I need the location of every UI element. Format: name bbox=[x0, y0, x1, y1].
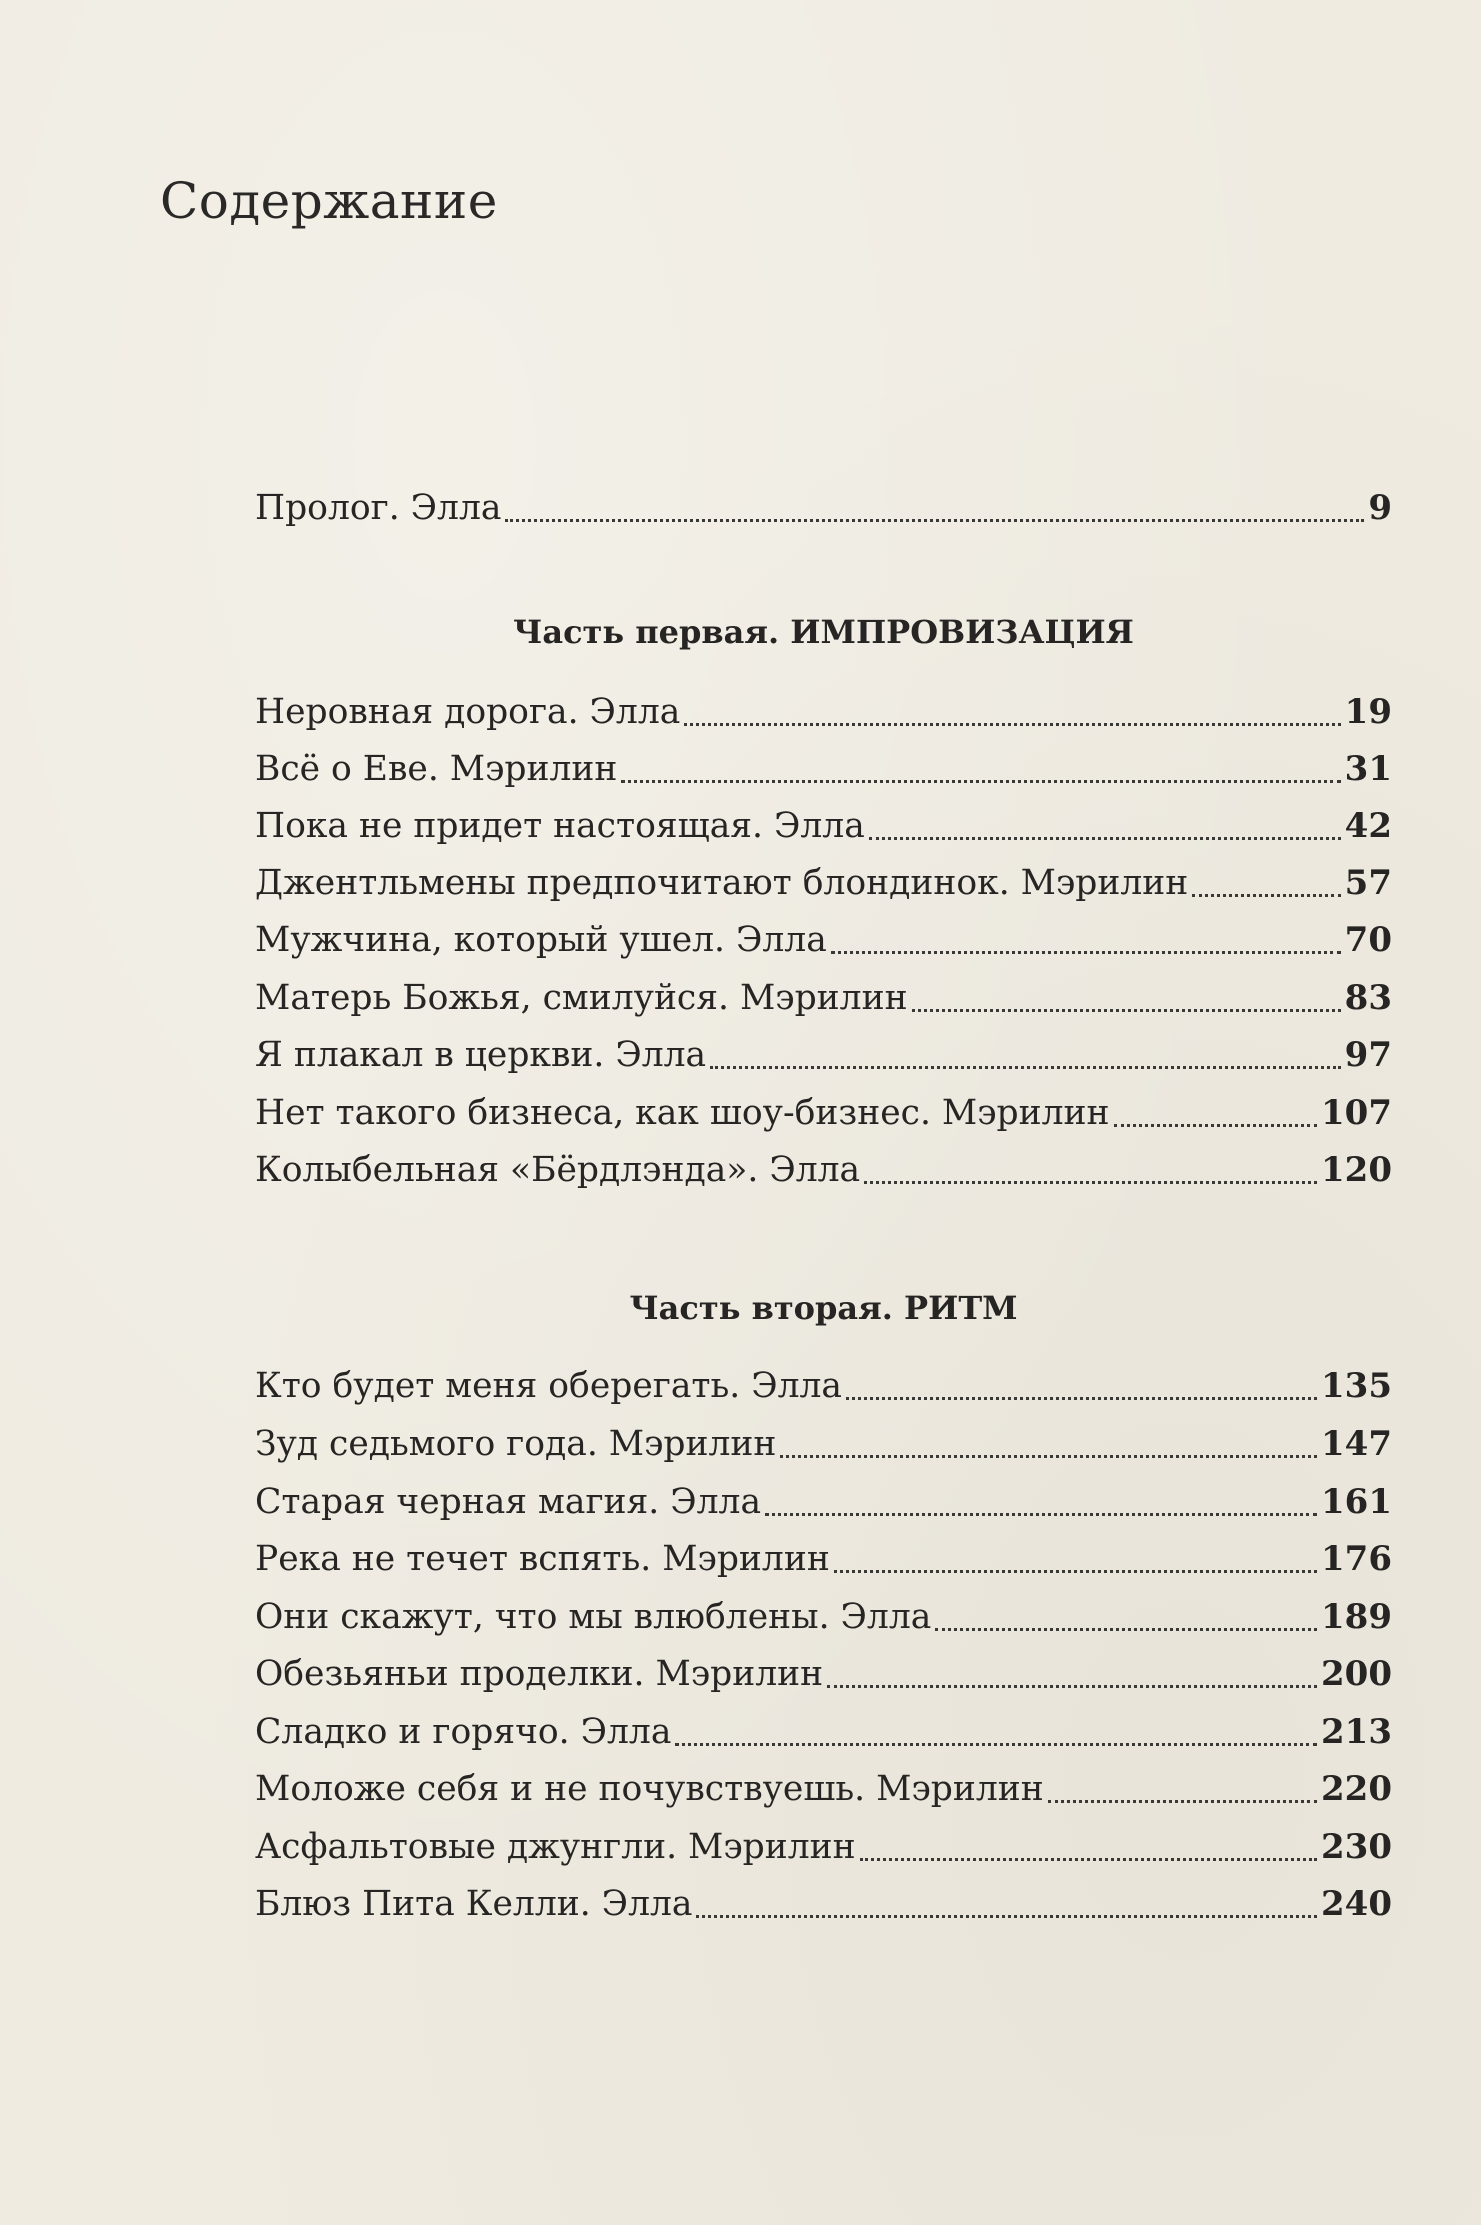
dot-leader bbox=[831, 950, 1341, 954]
dot-leader bbox=[869, 836, 1341, 840]
entry-page-number: 97 bbox=[1344, 1035, 1392, 1075]
dot-leader bbox=[846, 1396, 1317, 1400]
entry-title: Кто будет меня оберегать. Элла bbox=[255, 1366, 842, 1406]
dot-leader bbox=[780, 1454, 1317, 1458]
entry-title: Река не течет вспять. Мэрилин bbox=[255, 1539, 830, 1579]
entry-page-number: 107 bbox=[1321, 1093, 1392, 1133]
entry-page-number: 230 bbox=[1321, 1827, 1392, 1867]
toc-entry bbox=[255, 1704, 1392, 1760]
part-heading-1: Часть первая. ИМПРОВИЗАЦИЯ bbox=[513, 613, 1134, 651]
entry-title: Пока не придет настоящая. Элла bbox=[255, 806, 865, 846]
entry-title: Пролог. Элла bbox=[255, 488, 502, 528]
entry-title: Я плакал в церкви. Элла bbox=[255, 1035, 707, 1075]
entry-page-number: 19 bbox=[1344, 692, 1392, 732]
entry-title: Они скажут, что мы влюблены. Элла bbox=[255, 1597, 932, 1637]
entry-page-number: 120 bbox=[1321, 1150, 1392, 1190]
toc-entry bbox=[255, 1027, 1392, 1083]
toc-entry bbox=[255, 1819, 1392, 1875]
entry-page-number: 189 bbox=[1321, 1597, 1392, 1637]
toc-entry bbox=[255, 684, 1392, 740]
part-heading-2: Часть вторая. РИТМ bbox=[629, 1289, 1018, 1327]
entry-title: Джентльмены предпочитают блондинок. Мэрилин bbox=[255, 863, 1189, 903]
entry-page-number: 135 bbox=[1321, 1366, 1392, 1406]
entry-page-number: 70 bbox=[1344, 920, 1392, 960]
toc-entry bbox=[255, 1761, 1392, 1817]
dot-leader bbox=[864, 1180, 1317, 1184]
entry-page-number: 161 bbox=[1321, 1482, 1392, 1522]
dot-leader bbox=[834, 1569, 1317, 1573]
entry-title: Всё о Еве. Мэрилин bbox=[255, 749, 618, 789]
entry-page-number: 220 bbox=[1321, 1769, 1392, 1809]
entry-page-number: 83 bbox=[1344, 978, 1392, 1018]
dot-leader bbox=[1048, 1799, 1317, 1803]
toc-entry bbox=[255, 1085, 1392, 1141]
entry-page-number: 240 bbox=[1321, 1884, 1392, 1924]
toc-entry bbox=[255, 970, 1392, 1026]
toc-entry bbox=[255, 1589, 1392, 1645]
dot-leader bbox=[675, 1742, 1317, 1746]
toc-entry bbox=[255, 798, 1392, 854]
entry-page-number: 213 bbox=[1321, 1712, 1392, 1752]
toc-entry bbox=[255, 912, 1392, 968]
dot-leader bbox=[696, 1914, 1317, 1918]
entry-page-number: 42 bbox=[1344, 806, 1392, 846]
dot-leader bbox=[710, 1065, 1341, 1069]
entry-title: Моложе себя и не почувствуешь. Мэрилин bbox=[255, 1769, 1044, 1809]
entry-page-number: 200 bbox=[1321, 1654, 1392, 1694]
toc-entry bbox=[255, 1876, 1392, 1932]
entry-title: Нет такого бизнеса, как шоу-бизнес. Мэрилин bbox=[255, 1093, 1110, 1133]
entry-title: Асфальтовые джунгли. Мэрилин bbox=[255, 1827, 856, 1867]
dot-leader bbox=[1114, 1123, 1318, 1127]
entry-page-number: 9 bbox=[1368, 488, 1392, 528]
toc-entry bbox=[255, 855, 1392, 911]
dot-leader bbox=[935, 1627, 1317, 1631]
entry-title: Старая черная магия. Элла bbox=[255, 1482, 762, 1522]
entry-title: Мужчина, который ушел. Элла bbox=[255, 920, 827, 960]
entry-page-number: 57 bbox=[1344, 863, 1392, 903]
toc-entry bbox=[255, 1474, 1392, 1530]
dot-leader bbox=[621, 779, 1340, 783]
toc-entry bbox=[255, 1358, 1392, 1414]
toc-entry bbox=[255, 1142, 1392, 1198]
entry-title: Неровная дорога. Элла bbox=[255, 692, 681, 732]
toc-entry bbox=[255, 1531, 1392, 1587]
dot-leader bbox=[684, 722, 1340, 726]
entry-page-number: 147 bbox=[1321, 1424, 1392, 1464]
toc-entry-prologue bbox=[255, 480, 1392, 536]
entry-title: Матерь Божья, смилуйся. Мэрилин bbox=[255, 978, 908, 1018]
dot-leader bbox=[827, 1684, 1317, 1688]
toc-entry bbox=[255, 1416, 1392, 1472]
dot-leader bbox=[765, 1512, 1317, 1516]
entry-page-number: 31 bbox=[1344, 749, 1392, 789]
entry-title: Зуд седьмого года. Мэрилин bbox=[255, 1424, 777, 1464]
entry-title: Обезьяньи проделки. Мэрилин bbox=[255, 1654, 824, 1694]
dot-leader bbox=[912, 1008, 1341, 1012]
entry-title: Колыбельная «Бёрдлэнда». Элла bbox=[255, 1150, 861, 1190]
dot-leader bbox=[505, 518, 1364, 522]
entry-page-number: 176 bbox=[1321, 1539, 1392, 1579]
dot-leader bbox=[860, 1857, 1317, 1861]
dot-leader bbox=[1192, 893, 1340, 897]
entry-title: Сладко и горячо. Элла bbox=[255, 1712, 672, 1752]
toc-entry bbox=[255, 741, 1392, 797]
toc-entry bbox=[255, 1646, 1392, 1702]
page-title: Содержание bbox=[160, 172, 498, 230]
entry-title: Блюз Пита Келли. Элла bbox=[255, 1884, 693, 1924]
